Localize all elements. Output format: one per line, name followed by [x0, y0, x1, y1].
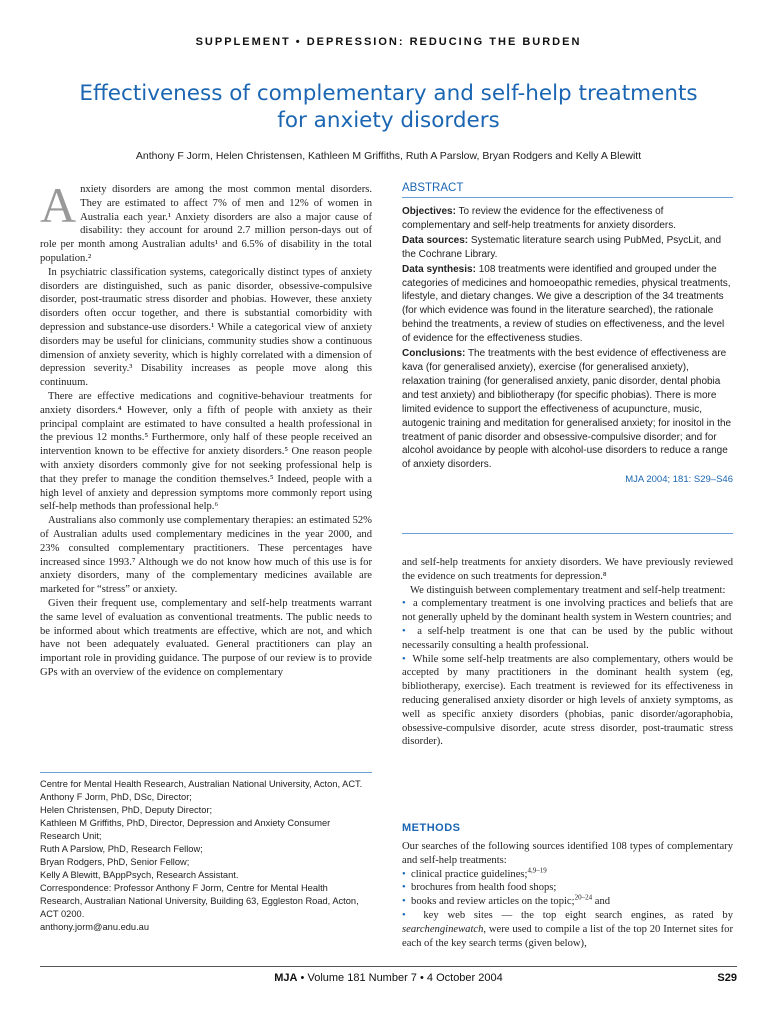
bullet-overlap: [402, 653, 733, 750]
author-name: Ruth A Parslow,: [40, 844, 106, 854]
methods-item-websites-a: key web sites — the top eight search engines, as rated by: [423, 909, 734, 921]
bullet-complementary-text: a complementary treatment is one involving practices and beliefs that are not generally upheld by the dominant health system in Western countries; and: [402, 598, 734, 624]
journal-name: MJA: [274, 972, 298, 984]
bullet-icon: •: [402, 882, 406, 894]
paragraph-purpose: Given their frequent use, complementary and self-help treatments warrant the same level of evaluation as conventional treatments. The public needs to be informed about which treatments are effective, which are not, and which have not been adequately evaluated. General practitioners can play an important role in providing guidance. The purpose of our review is to provide GPs with an overview of the evidence on complementary: [40, 597, 372, 678]
supplement-banner: SUPPLEMENT • DEPRESSION: REDUCING THE BURDEN: [195, 36, 582, 48]
journal-info: [40, 972, 737, 984]
bullet-overlap-text: While some self-help treatments are also complementary, others would be accepted by many practitioners in the dominant health system (eg, bibliotherapy, exercise). Each treatment is reviewed for its effectiveness in reducing generalised anxiety disorder or high levels of anxiety symptoms, as well as specific anxiety disorders (phobias, panic disorder/agoraphobia, obsessive-compulsive disorder, acute stress disorder, post-traumatic stress disorder).: [402, 653, 733, 748]
footer-rule: [40, 966, 737, 967]
ref-superscript: 20–24: [574, 893, 593, 902]
bullet-icon: •: [402, 896, 406, 908]
author-name: Anthony F Jorm,: [40, 792, 109, 802]
affiliation-author-5: [40, 856, 372, 869]
journal-date: 4 October 2004: [426, 972, 503, 984]
drop-cap: A: [40, 177, 77, 233]
abstract-bottom-rule: [402, 533, 733, 534]
synthesis-label: Data synthesis:: [402, 263, 476, 275]
author-name: Kelly A Blewitt,: [40, 870, 101, 880]
affiliation-author-6: [40, 869, 372, 882]
methods-item-brochures: [402, 881, 733, 895]
paragraph-intro: [40, 177, 372, 266]
author-name: Kathleen M Griffiths,: [40, 818, 125, 828]
sources-text: Systematic literature search using PubMed, PsycLit, and the Cochrane Library.: [402, 234, 722, 260]
author-role: BAppPsych, Research Assistant.: [100, 870, 239, 880]
paragraph-intro-text: nxiety disorders are among the most common mental disorders. They are estimated to affect 7% of men and 12% of women in Australia each year.¹ Anxiety disorders are also a major cause of disability: they account for around 2.7 million person-days out of role per month among Australian adults¹ and 6.5% of disability in the total population.²: [40, 184, 372, 264]
abstract-sources: [402, 234, 733, 262]
synthesis-text: 108 treatments were identified and grouped under the categories of medicines and homoeopathic remedies, physical treatments, lifestyle, and dietary changes. We give a description of the 34 treatments (for which evidence was found in the literature searched), the rationale behind the treatments, a review of studies on effectiveness, and the level of evidence for the effectiveness studies.: [402, 263, 731, 345]
left-column-body: [40, 177, 372, 680]
bullet-icon: •: [402, 868, 406, 880]
ref-superscript: 4,9–19: [527, 866, 547, 875]
affiliation-author-2: [40, 804, 372, 817]
page-number: S29: [717, 972, 737, 984]
author-role: PhD, Director, Depression and Anxiety Consumer Research Unit;: [40, 818, 331, 841]
bullet-self-help: [402, 625, 733, 653]
journal-volume: Volume 181 Number 7: [307, 972, 417, 984]
methods-item-guidelines: [402, 868, 733, 882]
abstract-conclusions: [402, 347, 733, 472]
methods-item-websites: [402, 909, 733, 950]
author-name: Helen Christensen,: [40, 805, 120, 815]
conclusions-label: Conclusions:: [402, 348, 466, 360]
right-column-body: [402, 556, 733, 749]
affiliation-rule: [40, 772, 372, 773]
paragraph-complementary-use: Australians also commonly use complementary therapies: an estimated 52% of Australian adults used complementary medicines in the year 2000, and 23% consulted complementary practitioners. These percentages have increased since 1993.⁷ Although we do not know how much of this use is for anxiety disorders, many of the complementary medicines available are marketed for “stress” or anxiety.: [40, 515, 372, 596]
paragraph-treatments: There are effective medications and cognitive-behaviour treatments for anxiety disorders.⁴ However, only a fifth of people with anxiety as their principal complaint are estimated to have consulted a health professional in the previous 12 months.⁵ Furthermore, only half of these people received an intervention known to be effective for anxiety disorders.⁵ One reason people with anxiety disorders commonly give for not seeking professional help is that they prefer to manage the condition themselves.⁵ Indeed, people with a high level of anxiety and depression symptoms more commonly report using self-help methods than professional help.⁶: [40, 390, 372, 513]
methods-body: [402, 840, 733, 950]
author-role: PhD, Deputy Director;: [119, 805, 213, 815]
footer-separator: •: [419, 972, 424, 984]
bullet-icon: •: [402, 625, 406, 637]
objectives-label: Objectives:: [402, 206, 456, 217]
paragraph-classification: In psychiatric classification systems, categorically distinct types of anxiety disorders are distinguished, such as panic disorder, obsessive-compulsive disorder, post-traumatic stress disorder and phobias. However, these anxiety disorders often occur together, and there is substantial comorbidity with depression and substance-use disorders.¹ While a categorical view of anxiety disorders may be useful for clinicians, community studies show a continuous dimension of anxiety severity, which is highly correlated with a dimension of depression severity.³ Disability increases as people move along this continuum.: [40, 266, 372, 389]
author-role: PhD, Research Fellow;: [105, 844, 203, 854]
methods-item-books-tail: and: [592, 896, 611, 908]
abstract-objectives: [402, 205, 733, 233]
author-list: Anthony F Jorm, Helen Christensen, Kathleen M Griffiths, Ruth A Parslow, Bryan Rodgers and Kelly A Blewitt: [135, 150, 642, 162]
bullet-self-help-text: a self-help treatment is one that can be used by the public without necessarily consulting a health professional.: [402, 625, 733, 651]
objectives-text: To review the evidence for the effectiveness of complementary and self-help treatments for anxiety disorders.: [402, 206, 677, 231]
methods-heading: METHODS: [402, 822, 461, 834]
methods-item-brochures-text: brochures from health food shops;: [411, 882, 557, 894]
bullet-icon: •: [402, 598, 406, 610]
methods-item-websites-em: searchenginewatch: [402, 923, 484, 935]
title-line-1: Effectiveness of complementary and self-help treatments: [79, 81, 698, 106]
author-role: PhD, DSc, Director;: [108, 792, 192, 802]
abstract-heading: ABSTRACT: [402, 182, 733, 198]
author-role: PhD, Senior Fellow;: [104, 857, 190, 867]
conclusions-text: The treatments with the best evidence of effectiveness are kava (for generalised anxiety), exercise (for generalised anxiety), relaxation training (for generalised anxiety, panic disorder, dental phobia and test anxiety) and bibliotherapy (for specific phobias). There is more limited evidence to support the effectiveness of acupuncture, music, autogenic training and meditation for generalised anxiety; for inositol in the treatment of panic disorder and obsessive-compulsive disorder; and for alcohol avoidance by people with alcohol-use disorders to reduce a range of anxiety disorders.: [402, 348, 732, 471]
affiliation-author-1: [40, 791, 372, 804]
methods-item-websites-b: , were used to compile a list of the top 20 Internet sites for each of the key search terms (given below),: [402, 923, 733, 949]
bullet-icon: •: [402, 653, 406, 665]
sources-label: Data sources:: [402, 234, 469, 246]
methods-item-books-text: books and review articles on the topic;: [411, 896, 575, 908]
paragraph-distinguish: We distinguish between complementary treatment and self-help treatment:: [410, 584, 726, 596]
footer-separator: •: [300, 972, 305, 984]
author-name: Bryan Rodgers,: [40, 857, 105, 867]
methods-item-books: [402, 895, 733, 909]
affiliation-author-3: [40, 817, 372, 843]
bullet-complementary: [402, 597, 733, 625]
affiliation-institution: Centre for Mental Health Research, Australian National University, Acton, ACT.: [40, 779, 363, 789]
article-title: [60, 80, 717, 134]
bullet-icon: •: [402, 909, 406, 921]
affiliation-author-4: [40, 843, 372, 856]
abstract-box: [402, 205, 733, 488]
paragraph-continued: and self-help treatments for anxiety disorders. We have previously reviewed the evidence on such treatments for depression.⁸: [402, 557, 733, 582]
abstract-citation: MJA 2004; 181: S29–S46: [625, 474, 733, 486]
methods-intro: Our searches of the following sources identified 108 types of complementary and self-help treatments:: [402, 841, 733, 866]
abstract-synthesis: [402, 263, 733, 346]
correspondence: Correspondence: Professor Anthony F Jorm, Centre for Mental Health Research, Australian National University, Building 63, Eggleston Road, Acton, ACT 0200.: [40, 883, 359, 919]
title-line-2: for anxiety disorders: [277, 108, 500, 133]
methods-item-guidelines-text: clinical practice guidelines;: [411, 868, 528, 880]
affiliation-block: [40, 778, 372, 934]
page-footer: [40, 972, 737, 984]
email-link[interactable]: anthony.jorm@anu.edu.au: [40, 922, 150, 932]
